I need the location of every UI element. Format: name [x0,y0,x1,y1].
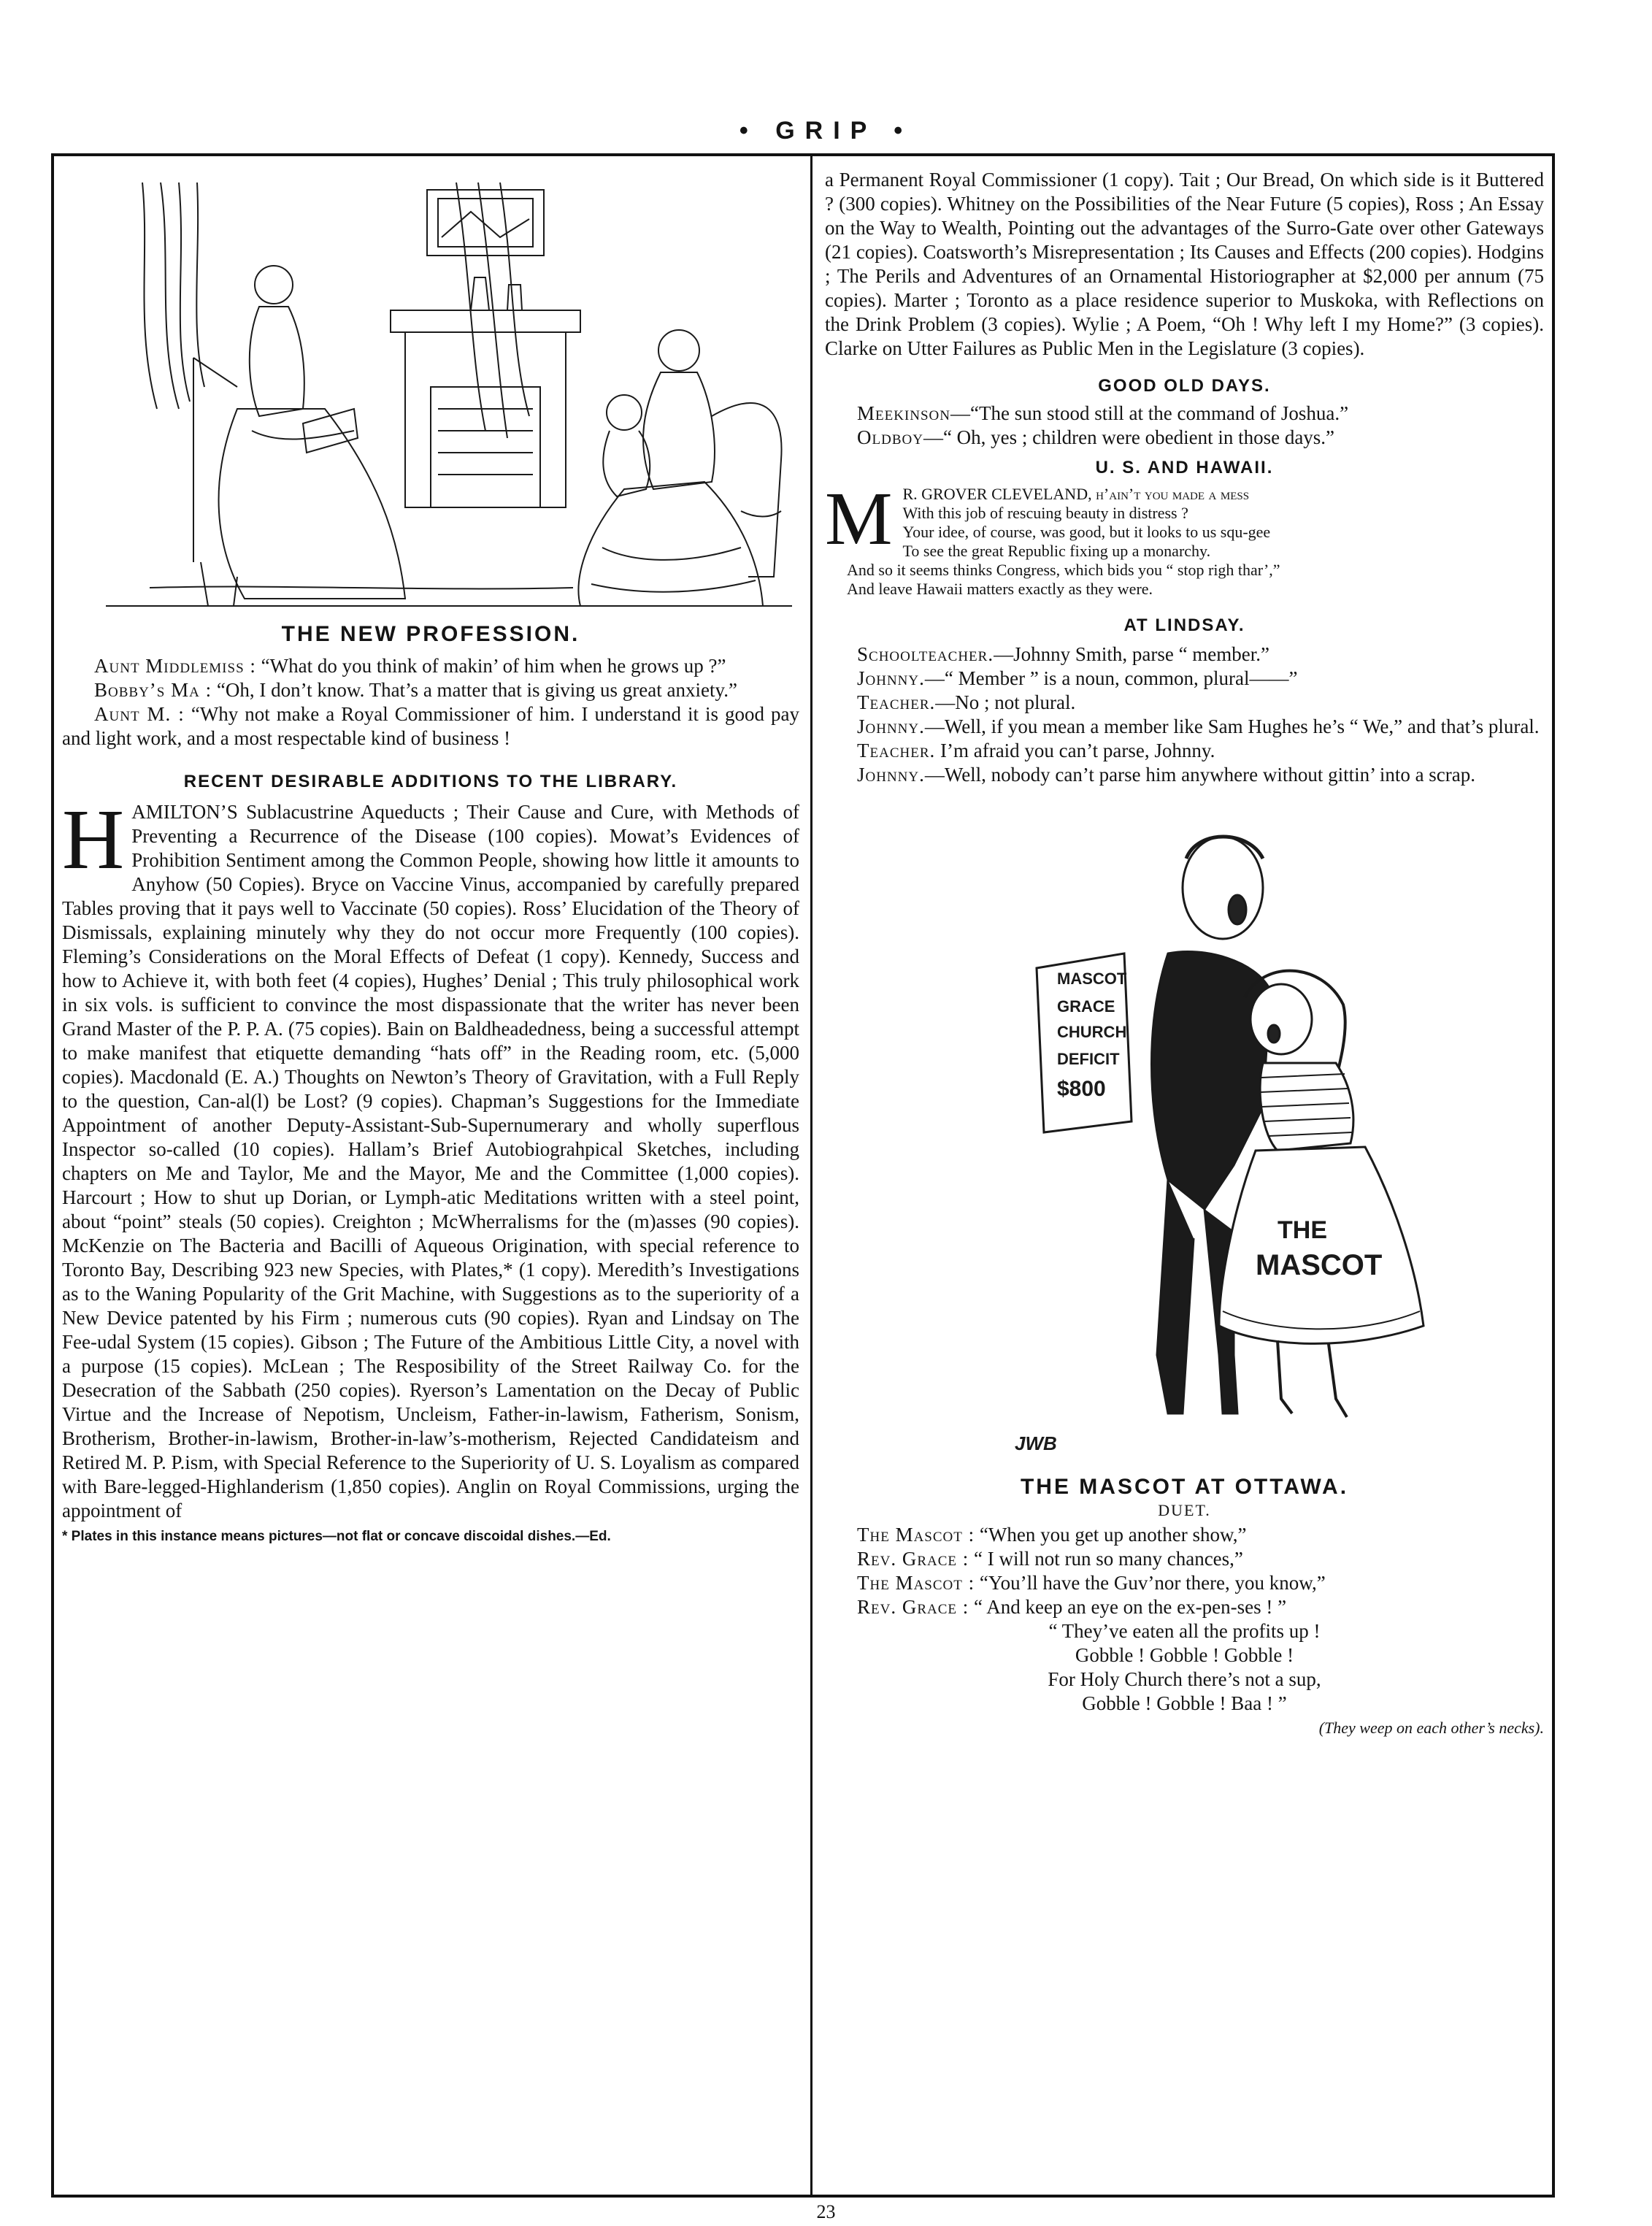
drop-cap: M [825,477,893,561]
dialogue-speaker: Rev. Grace : [857,1548,969,1570]
dialogue-speaker: Aunt Middlemiss : [94,655,256,677]
dialogue-speaker: Rev. Grace : [857,1596,969,1618]
artist-signature: JWB [1015,1432,1057,1454]
dialogue-speaker: Johnny. [857,764,925,786]
left-column [62,168,799,1545]
poem-line: To see the great Republic fixing up a monarchy. [902,542,1211,560]
dialogue-speaker: Johnny. [857,715,925,737]
new-profession-title: THE NEW PROFESSION. [281,622,580,646]
dialogue-speaker: Johnny. [857,667,925,689]
new-profession-illustration [62,168,799,613]
dialogue-text: “You’ll have the Guv’nor there, you know,” [975,1572,1326,1594]
library-article-body [62,791,799,1523]
dialogue-text: —Well, if you mean a member like Sam Hughes he’s “ We,” and that’s plural. [924,715,1540,737]
sign-text: CHURCH [1057,1023,1127,1041]
dialogue-text: —“ Oh, yes ; children were obedient in those days.” [923,426,1335,448]
dialogue-text: “ I will not run so many chances,” [969,1548,1243,1570]
mascot-title: THE MASCOT AT OTTAWA. [1020,1475,1349,1499]
lindsay-dialogue [825,642,1544,787]
sign-text: $800 [1057,1077,1106,1101]
new-profession-dialogue [62,654,799,751]
poem-line: With this job of rescuing beauty in distress ? [902,504,1188,522]
library-article-continuation: a Permanent Royal Commissioner (1 copy). Tait ; Our Bread, On which side is it Buttered ? (300 copies). Whitney on the Possibilities of the Near Future (5 copies), Ross ; An Essay on the Way to Wealth, Pointing out the advantages of the Surro-Gate over other Gateways (21 copies). Coatsworth’s Misrepresentation ; Its Causes and Effects (200 copies). Hodgins ; The Perils and Adventures of an Ornamental Historiographer at $2,000 per annum (75 copies). Marter ; Toronto as a place residence superior to Muskoka, with Reflections on the Drink Problem (3 copies). Wylie ; A Poem, “Oh ! Why left I my Home?” (3 copies). Clarke on Utter Failures as Public Men in the Legislature (3 copies). [825,169,1544,359]
column-divider [810,156,812,2195]
dialogue-speaker: Teacher. [857,740,936,761]
dialogue-speaker: Bobby’s Ma : [94,679,212,701]
dialogue-speaker: Aunt M. : [94,703,185,725]
dress-text: MASCOT [1256,1249,1383,1281]
dialogue-text: —Johnny Smith, parse “ member.” [994,643,1270,665]
hawaii-title: U. S. AND HAWAII. [1095,458,1274,477]
library-article-text: AMILTON’S Sublacustrine Aqueducts ; Their Cause and Cure, with Methods of Preventing a Recurrence of the Disease (100 copies). Mowat’s Evidences of Prohibition Sentiment among the Common People, showing how little it amounts to Anyhow (50 Copies). Bryce on Vaccine Vinus, accompanied by carefully prepared Tables proving that it pays well to Vaccinate (50 copies). Ross’ Elucidation of the Theory of Dismissals, explaining minutely why they do not occur more Frequently (100 copies). Fleming’s Considerations on the Moral Effects of Defeat (1 copy). Kennedy, Success and how to Achieve it, with both feet (4 copies), Hughes’ Denial ; This truly philosophical work in six vols. is sufficient to convince the most dispassionate that the writer has never been Grand Master of the P. P. A. (75 copies). Bain on Baldheadedness, being a successful attempt to make manifest that etiquette demanding “hats off” in the Reading room, etc. (5,000 copies). Macdonald (E. A.) Thoughts on Newton’s Theory of Gravitation, with a Full Reply to the question, Can-al(l) be Lost? (9 copies). Chapman’s Suggestions for the Immediate Appointment of another Deputy-Assistant-Sub-Supernumerary and wholly superflous Inspector so-called (10 copies). Hallam’s Brief Autobiograhpical Sketches, including chapters on Me and Taylor, Me and the Mayor, Me and the Committee (1,000 copies). Harcourt ; How to shut up Dorian, or Lymph-atic Meditations written with a steel point, about “point” steals (50 copies). Creighton ; McWherralisms for the (m)asses (90 copies). McKenzie on The Bacteria and Bacilli of Aqueous Origination, with special reference to Toronto Bay, Describing 923 new Species, with Plates,* (1 copy). Meredith’s Investigations as to the Waning Popularity of the Grit Machine, with Suggestions as to the superiority of a New Device patented by his Firm ; numerous cuts (90 copies). Ryan and Lindsay on The Fee-udal System (15 copies). Gibson ; The Future of the Ambitious Little City, a novel with a purpose (15 copies). McLean ; The Resposibility of the Street Railway Co. for the Desecration of the Sabbath (250 copies). Ryerson’s Lamentation on the Decay of Public Virtue and the Increase of Nepotism, Uncleism, Father-in-lawism, Fatherism, Sonism, Brotherism, Brother-in-lawism, Brother-in-law’s-motherism, Rejected Candidateism and Retired M. P. P.ism, with Special Reference to the Superiority of U. S. Loyalism as compared with Bare-legged-Highlanderism (1,850 copies). Anglin on Royal Commissions, urging the appointment of [62,801,799,1521]
dialogue-speaker: Oldboy [857,426,923,448]
dialogue-text: “ And keep an eye on the ex-pen-ses ! ” [969,1596,1287,1618]
dialogue-text: “When you get up another show,” [975,1524,1247,1546]
footnote: * Plates in this instance means pictures—not flat or concave discoidal dishes.—Ed. [62,1529,611,1544]
dialogue-speaker: The Mascot : [857,1572,975,1594]
page-number: 23 [816,2201,836,2222]
good-old-days-body [825,402,1544,450]
chorus-line: Gobble ! Gobble ! Gobble ! [1075,1644,1294,1666]
dialogue-speaker: Schoolteacher. [857,643,994,665]
dialogue-text: “What do you think of makin’ of him when he grows up ?” [256,655,726,677]
chorus-line: For Holy Church there’s not a sup, [1048,1668,1321,1690]
library-article-title: RECENT DESIRABLE ADDITIONS TO THE LIBRARY. [183,772,678,791]
stage-direction: (They weep on each other’s necks). [1318,1719,1544,1737]
dialogue-text: “Oh, I don’t know. That’s a matter that is giving us great anxiety.” [212,679,737,701]
dialogue-text: —No ; not plural. [935,691,1076,713]
masthead: • GRIP • [739,117,913,145]
poem-line: R. GROVER CLEVELAND, h’ain’t you made a mess [902,485,1250,503]
sign-text: DEFICIT [1057,1050,1120,1068]
lindsay-title: AT LINDSAY. [1123,615,1245,635]
poem-line: Your idee, of course, was good, but it looks to us squ-gee [902,523,1271,541]
dialogue-text: I’m afraid you can’t parse, Johnny. [935,740,1215,761]
dress-text: THE [1278,1216,1327,1244]
sign-text: MASCOT [1057,970,1127,988]
duet-label: DUET. [1158,1501,1211,1519]
dialogue-text: —“The sun stood still at the command of Joshua.” [950,402,1349,424]
dialogue-text: —Well, nobody can’t parse him anywhere without gittin’ into a scrap. [924,764,1476,786]
duet-body [825,1523,1544,1740]
chorus-line: Gobble ! Gobble ! Baa ! ” [1082,1692,1287,1714]
sign-text: GRACE [1057,997,1115,1016]
good-old-days-title: GOOD OLD DAYS. [1098,376,1271,396]
dialogue-text: —“ Member ” is a noun, common, plural——” [924,667,1298,689]
dialogue-text: “Why not make a Royal Commissioner of him. I understand it is good pay and light work, and a most respectable kind of business ! [62,703,800,749]
hawaii-poem [825,477,1544,599]
poem-line: And so it seems thinks Congress, which bids you “ stop righ thar’,” [847,561,1280,579]
right-column [825,168,1544,1740]
dialogue-speaker: Teacher. [857,691,936,713]
dialogue-speaker: The Mascot : [857,1524,975,1546]
chorus-line: “ They’ve eaten all the profits up ! [1048,1620,1321,1642]
drop-cap: H [62,791,125,887]
poem-line: And leave Hawaii matters exactly as they were. [847,580,1153,598]
mascot-cartoon [825,800,1544,1472]
dialogue-speaker: Meekinson [857,402,950,424]
